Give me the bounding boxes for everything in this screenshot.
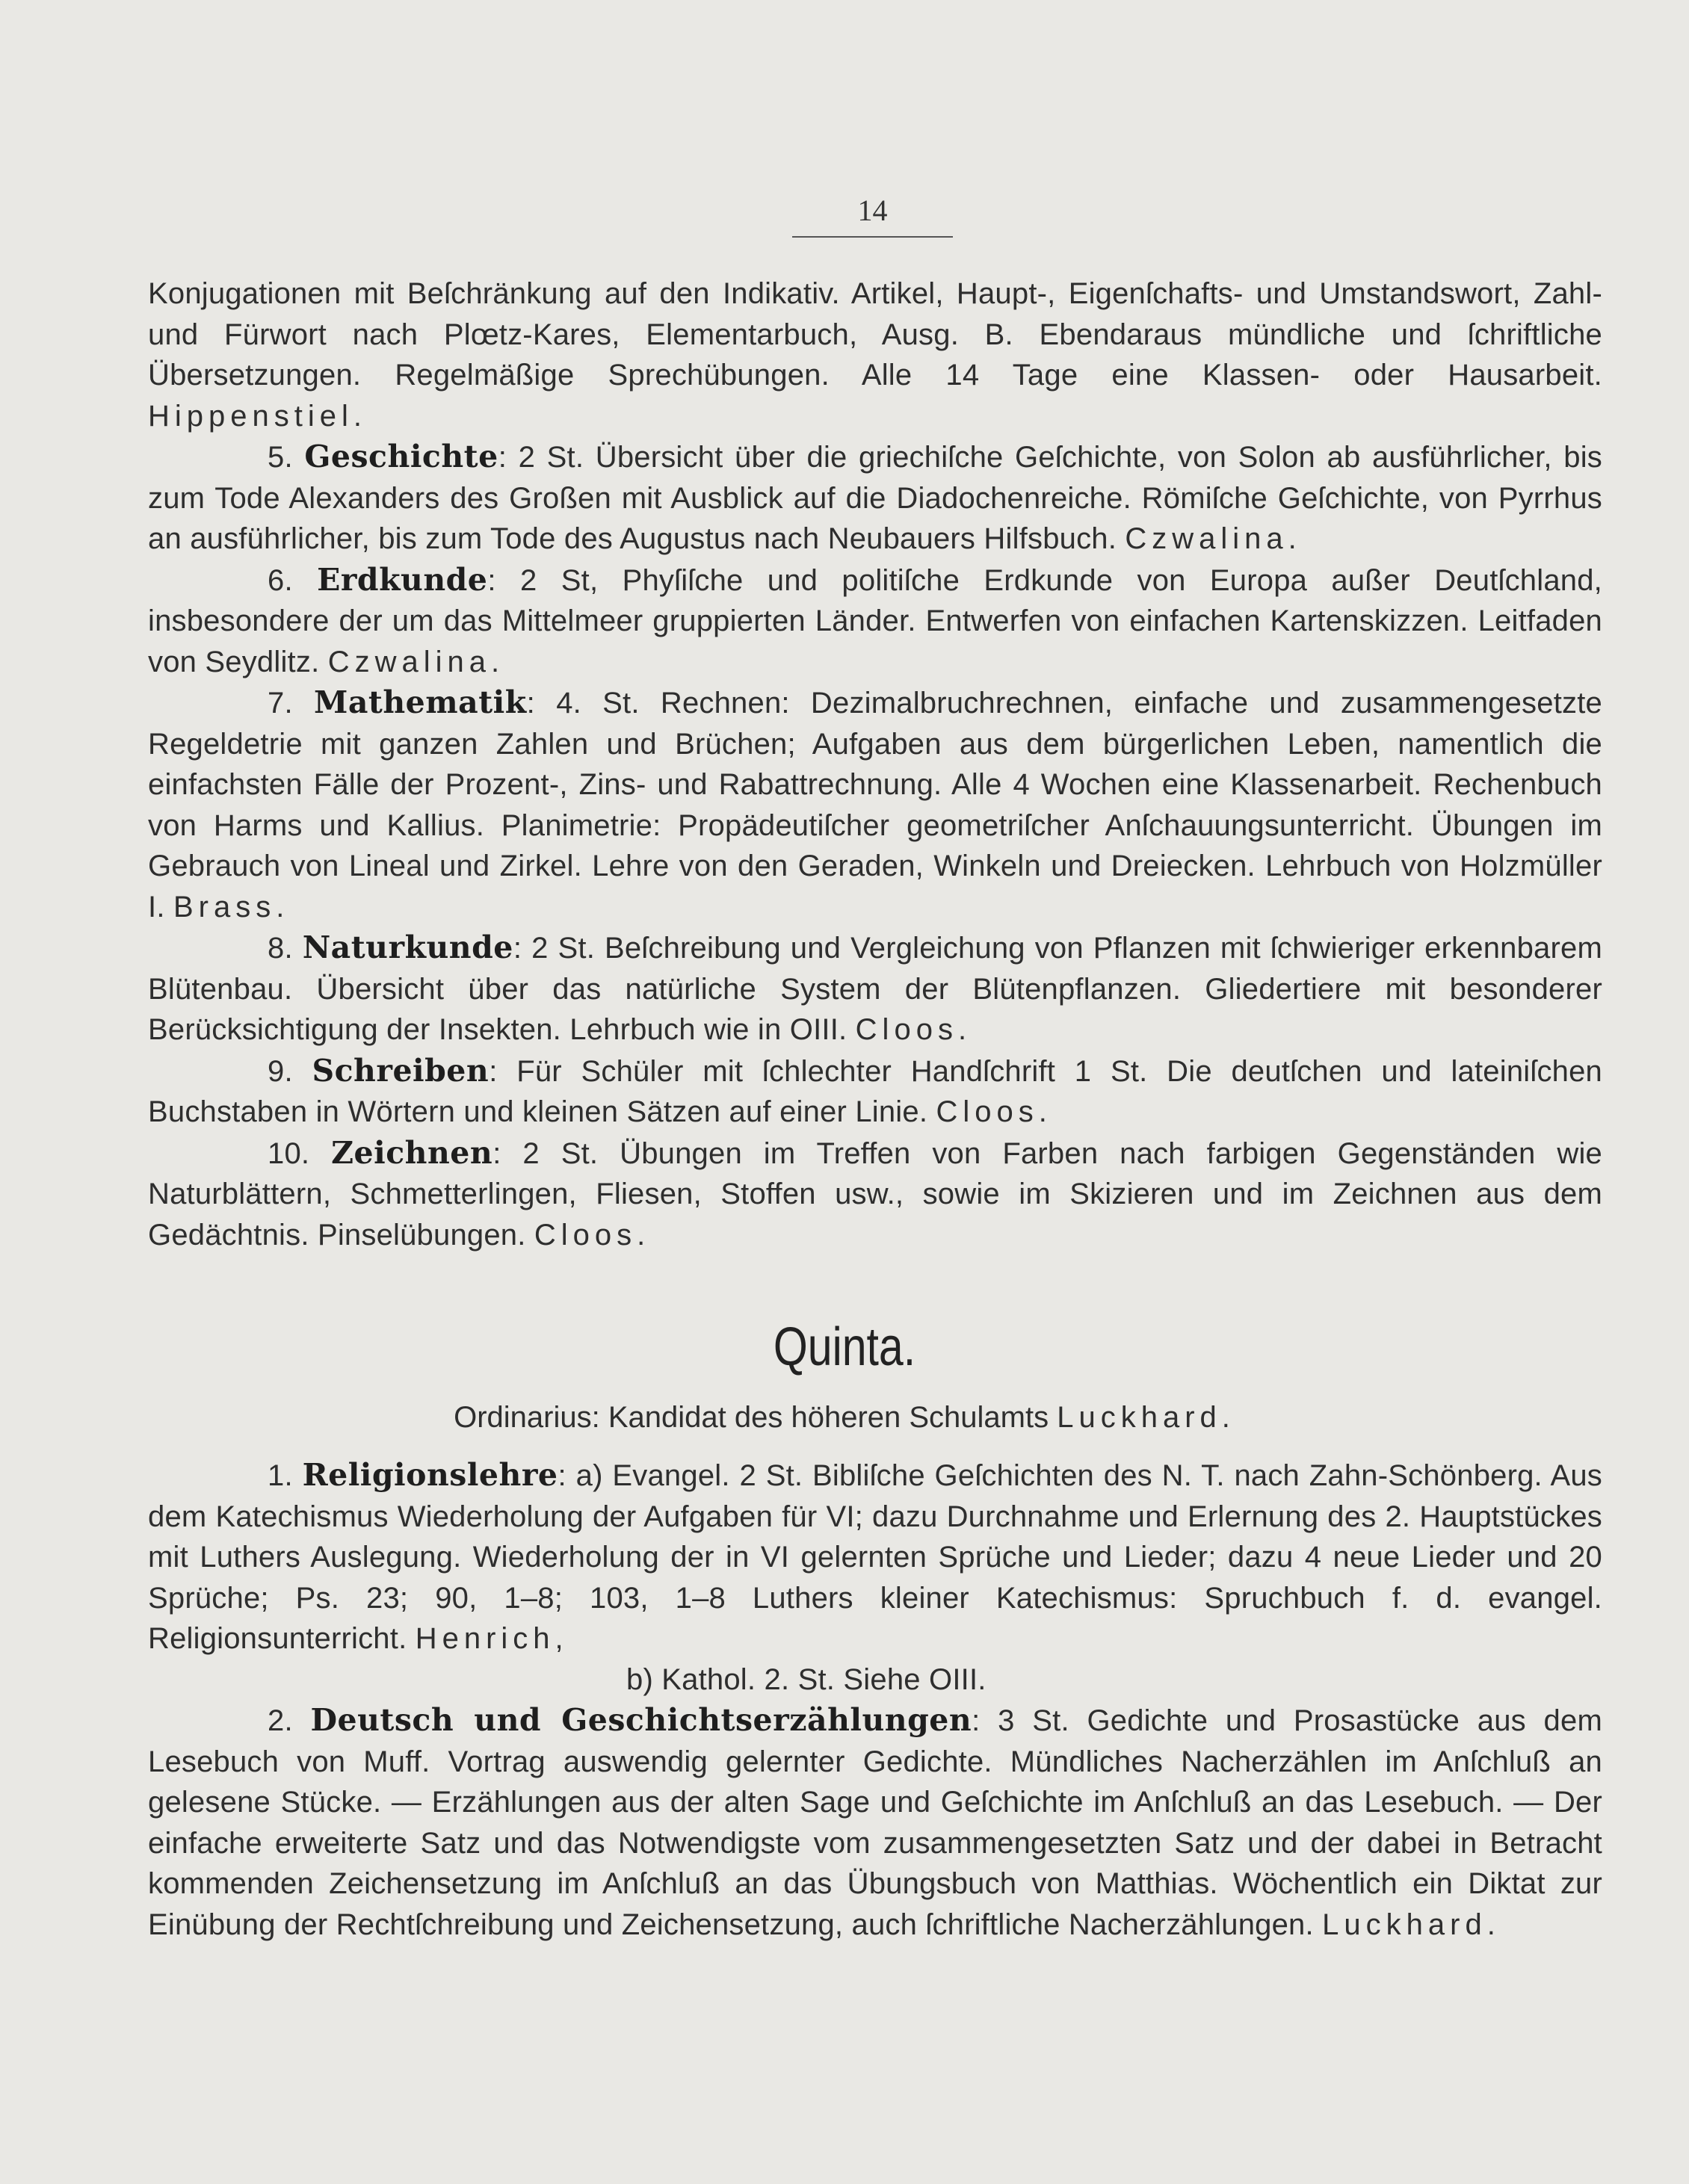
- ordinarius-label: Ordinarius: Kandidat des höheren Schulamts: [454, 1401, 1049, 1434]
- upper-text-block: [148, 273, 1602, 1255]
- item-number: 8.: [268, 932, 293, 965]
- item-text: 3 St. Gedichte und Prosastücke aus dem Lesebuch von Muff. Vortrag auswendig gelernter Gedichte. Mündliches Nacherzählen im Anſchluß an gelesene Stücke. — Erzählungen aus der alten Sage und Geſchichte im Anſchluß an das Lesebuch. — Der einfache erweiterte Satz und das Notwendigste vom zusammengesetzten Satz und der dabei in Betracht kommenden Zeichensetzung im Anſchluß an das Übungsbuch von Matthias. Wöchentlich ein Diktat zur Einübung der Rechtſchreibung und Zeichensetzung, auch ſchriftliche Nacherzählungen.: [148, 1704, 1602, 1941]
- subject-heading: Erdkunde: [317, 561, 488, 598]
- lower-text-block: [148, 1455, 1602, 1945]
- item-geschichte: [148, 436, 1602, 560]
- subject-heading: Geschichte: [304, 439, 498, 474]
- teacher-name: Cloos.: [855, 1013, 972, 1046]
- intro-paragraph: [148, 273, 1602, 436]
- ordinarius-name: Luckhard.: [1057, 1401, 1235, 1434]
- separator: :: [972, 1704, 981, 1737]
- item-text: 4. St. Rechnen: Dezimalbruchrechnen, einfache und zusammengesetzte Regeldetrie mit ganzen Zahlen und Brüchen; Aufgaben aus dem bürgerlichen Leben, namentlich die einfachsten Fälle der Prozent-, Zins- und Rabattrechnung. Alle 4 Wochen eine Klassenarbeit. Rechenbuch von Harms und Kallius. Planimetrie: Propädeutiſcher geometriſcher Anſchauungsunterricht. Übungen im Gebrauch von Lineal und Zirkel. Lehre von den Geraden, Winkeln und Dreiecken. Lehrbuch von Holzmüller I.: [148, 687, 1602, 924]
- subject-heading: Zeichnen: [331, 1134, 493, 1171]
- item-mathematik: [148, 682, 1602, 927]
- item-number: 2.: [268, 1704, 293, 1737]
- kathol-line: b) Kathol. 2. St. Siehe OIII.: [626, 1662, 986, 1696]
- teacher-name: Cloos.: [936, 1095, 1052, 1128]
- separator: :: [526, 687, 535, 720]
- teacher-name: Luckhard.: [1322, 1908, 1501, 1941]
- teacher-name: Czwalina.: [327, 645, 505, 678]
- subject-heading: Mathematik: [313, 684, 527, 720]
- page-number: 14: [857, 194, 888, 227]
- separator: :: [513, 932, 522, 965]
- teacher-name: Brass.: [173, 890, 290, 924]
- item-deutsch: [148, 1700, 1602, 1945]
- teacher-name: Henrich,: [415, 1622, 569, 1655]
- item-schreiben: [148, 1051, 1602, 1133]
- item-number: 10.: [268, 1136, 310, 1170]
- item-text: 2 St. Übungen im Treffen von Farben nach farbigen Gegenständen wie Naturblättern, Schmetterlingen, Fliesen, Stoffen usw., sowie im Skizieren und im Zeichnen aus dem Gedächtnis. Pinselübungen.: [148, 1136, 1602, 1252]
- intro-teacher: Hippenstiel.: [148, 399, 368, 433]
- item-erdkunde: [148, 560, 1602, 683]
- item-number: 5.: [268, 441, 293, 474]
- separator: :: [489, 1054, 498, 1088]
- item-religionslehre: [148, 1455, 1602, 1659]
- item-zeichnen: [148, 1133, 1602, 1256]
- item-number: 6.: [268, 563, 293, 597]
- subject-heading: Schreiben: [312, 1052, 490, 1089]
- item-number: 1.: [268, 1459, 293, 1492]
- teacher-name: Czwalina.: [1125, 522, 1302, 555]
- subject-heading: Deutsch und Geschichtserzählungen: [310, 1702, 972, 1738]
- item-text: a) Evangel. 2 St. Bibliſche Geſchichten des N. T. nach Zahn-Schönberg. Aus dem Katechismus Wiederholung der Aufgaben für VI; dazu Durchnahme und Erlernung des 2. Hauptstückes mit Luthers Auslegung. Wiederholung der in VI gelernten Sprüche und Lieder; dazu 4 neue Lieder und 20 Sprüche; Ps. 23; 90, 1–8; 103, 1–8 Luthers kleiner Katechismus: Spruchbuch f. d. evangel. Religionsunterricht.: [148, 1459, 1602, 1655]
- page-number-rule: [792, 236, 953, 238]
- item-naturkunde: [148, 927, 1602, 1051]
- item-text: 2 St, Phyſiſche und politiſche Erdkunde von Europa außer Deutſchland, insbesondere der um das Mittelmeer gruppierten Länder. Entwerfen von einfachen Kartenskizzen. Leitfaden von Seydlitz.: [148, 563, 1602, 678]
- item-text: 2 St. Übersicht über die griechiſche Geſchichte, von Solon ab ausführlicher, bis zum Tode Alexanders des Großen mit Ausblick auf die Diadochenreiche. Römiſche Geſchichte, von Pyrrhus an ausführlicher, bis zum Tode des Augustus nach Neubauers Hilfsbuch.: [148, 441, 1602, 555]
- item-text: 2 St. Beſchreibung und Vergleichung von Pflanzen mit ſchwieriger erkennbarem Blütenbau. Übersicht über das natürliche System der Blütenpflanzen. Gliedertiere mit besonderer Berücksichtigung der Insekten. Lehrbuch wie in OIII.: [148, 932, 1602, 1046]
- teacher-name: Cloos.: [534, 1218, 651, 1252]
- item-text: Für Schüler mit ſchlechter Handſchrift 1 St. Die deutſchen und lateiniſchen Buchstaben in Wörtern und kleinen Sätzen auf einer Linie.: [148, 1054, 1602, 1128]
- quinta-heading: Quinta.: [773, 1317, 916, 1377]
- item-number: 9.: [268, 1054, 293, 1088]
- separator: :: [558, 1459, 566, 1492]
- separator: :: [493, 1136, 501, 1170]
- ordinarius-line: [0, 1401, 1689, 1435]
- separator: :: [487, 563, 496, 597]
- subject-heading: Naturkunde: [302, 929, 513, 965]
- item-number: 7.: [268, 687, 293, 720]
- intro-text: Konjugationen mit Beſchränkung auf den Indikativ. Artikel, Haupt-, Eigenſchafts- und Umstandswort, Zahl- und Fürwort nach Plœtz-Kares, Elementarbuch, Ausg. B. Ebendaraus mündliche und ſchriftliche Übersetzungen. Regelmäßige Sprechübungen. Alle 14 Tage eine Klassen- oder Hausarbeit.: [148, 277, 1602, 392]
- separator: :: [498, 441, 507, 474]
- subject-heading: Religionslehre: [302, 1457, 558, 1493]
